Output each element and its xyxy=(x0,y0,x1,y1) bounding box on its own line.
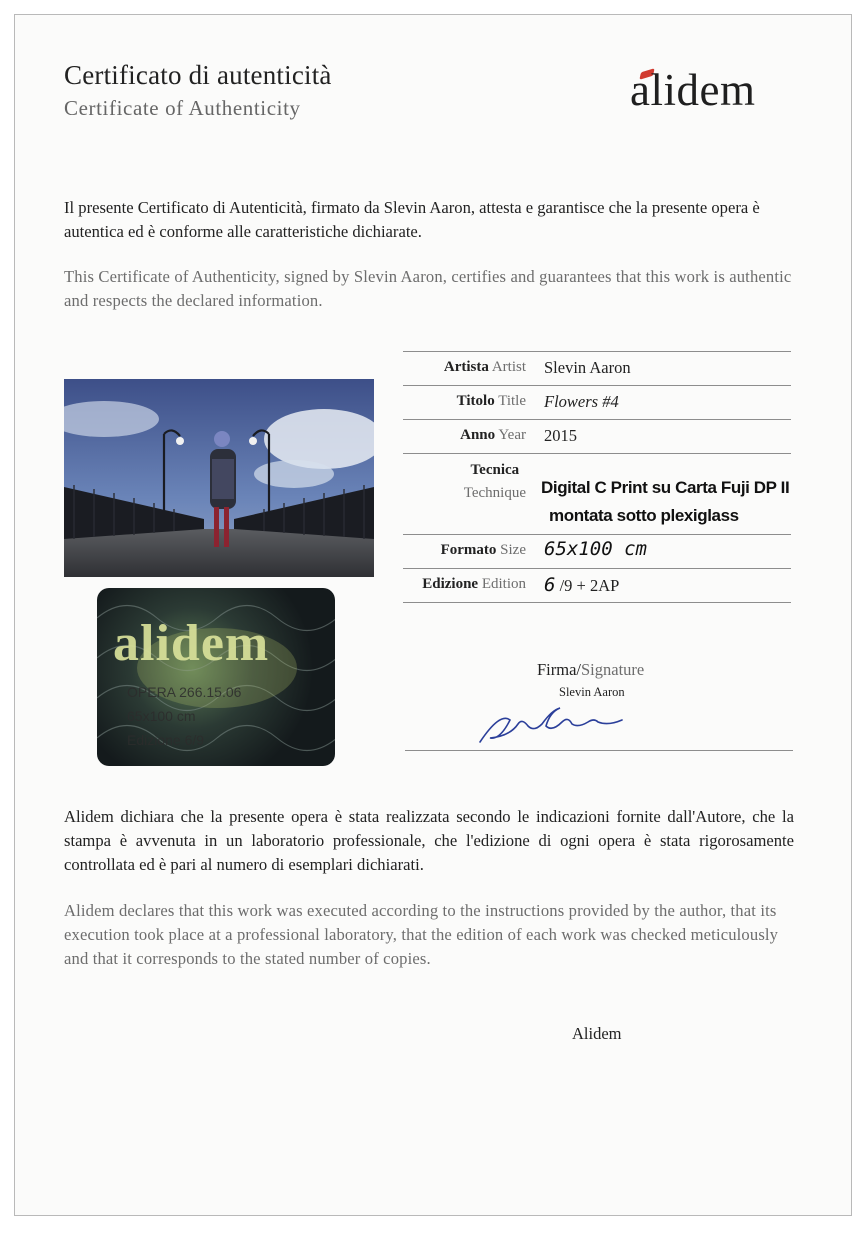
value-title: Flowers #4 xyxy=(544,392,619,411)
label-artist: Artist xyxy=(491,359,526,375)
signature-line xyxy=(405,750,793,751)
label-year: Year xyxy=(498,427,526,443)
artwork-image xyxy=(64,379,374,577)
label-size: Size xyxy=(500,542,526,558)
hologram-sticker xyxy=(97,588,335,766)
value-size: 65x100 cm xyxy=(544,538,647,560)
detail-row-technique xyxy=(403,453,791,534)
value-technique-line1: Digital C Print su Carta Fuji DP II xyxy=(541,478,790,497)
label-edizione: Edizione xyxy=(422,576,479,592)
label-formato: Formato xyxy=(440,542,497,558)
footer-signoff: Alidem xyxy=(572,1024,622,1043)
label-titolo: Titolo xyxy=(456,393,495,409)
detail-row-title xyxy=(403,385,791,419)
value-technique-line2: montata sotto plexiglass xyxy=(549,506,739,525)
intro-english: This Certificate of Authenticity, signed by Slevin Aaron, certifies and guarantees that this work is authentic and respects the declared information. xyxy=(64,267,792,310)
hologram-brand: alidem xyxy=(113,615,270,672)
label-artista: Artista xyxy=(443,359,489,375)
hologram-size: 65x100 cm xyxy=(127,708,196,724)
intro-italian: Il presente Certificato di Autenticità, firmato da Slevin Aaron, attesta e garantisce che la presente opera è autentica ed è conforme alle caratteristiche dichiarate. xyxy=(64,198,760,241)
label-tecnica: Tecnica xyxy=(470,462,520,478)
value-edition-number: 6 xyxy=(544,574,556,596)
detail-row-artist xyxy=(403,351,791,385)
detail-row-size xyxy=(403,534,791,568)
label-technique: Technique xyxy=(463,485,526,501)
hologram-code: OPERA 266.15.06 xyxy=(127,684,242,700)
detail-row-edition xyxy=(403,568,791,603)
value-year: 2015 xyxy=(544,426,577,445)
label-edition: Edition xyxy=(481,576,526,592)
value-artist: Slevin Aaron xyxy=(544,358,631,377)
brand-logo: alidem xyxy=(630,65,756,115)
signature-label-en: Signature xyxy=(581,660,645,679)
title-english: Certificate of Authenticity xyxy=(64,96,301,120)
detail-row-year xyxy=(403,419,791,453)
details-table xyxy=(403,351,791,603)
title-italian: Certificato di autenticità xyxy=(64,60,332,90)
signature-name: Slevin Aaron xyxy=(559,685,625,699)
artwork-photo xyxy=(64,379,374,577)
handwritten-signature xyxy=(470,696,670,750)
signature-label-it: Firma/ xyxy=(537,660,581,679)
label-anno: Anno xyxy=(460,427,496,443)
label-title: Title xyxy=(498,393,526,409)
declaration-english: Alidem declares that this work was executed according to the instructions provided by the author, that its execution took place at a professional laboratory, that the edition of each work was checked meticulously and that it corresponds to the stated number of copies. xyxy=(64,901,779,968)
hologram-edition: Edizione 6/9 xyxy=(127,732,205,748)
value-edition-total: /9 + 2AP xyxy=(559,576,620,595)
declaration-italian: Alidem dichiara che la presente opera è stata realizzata secondo le indicazioni fornite dall'Autore, che la stampa è avvenuta in un laboratorio professionale, che l'edizione di ogni opera è stata rigorosamente controllata ed è pari al numero di esemplari dichiarati. xyxy=(64,807,794,874)
